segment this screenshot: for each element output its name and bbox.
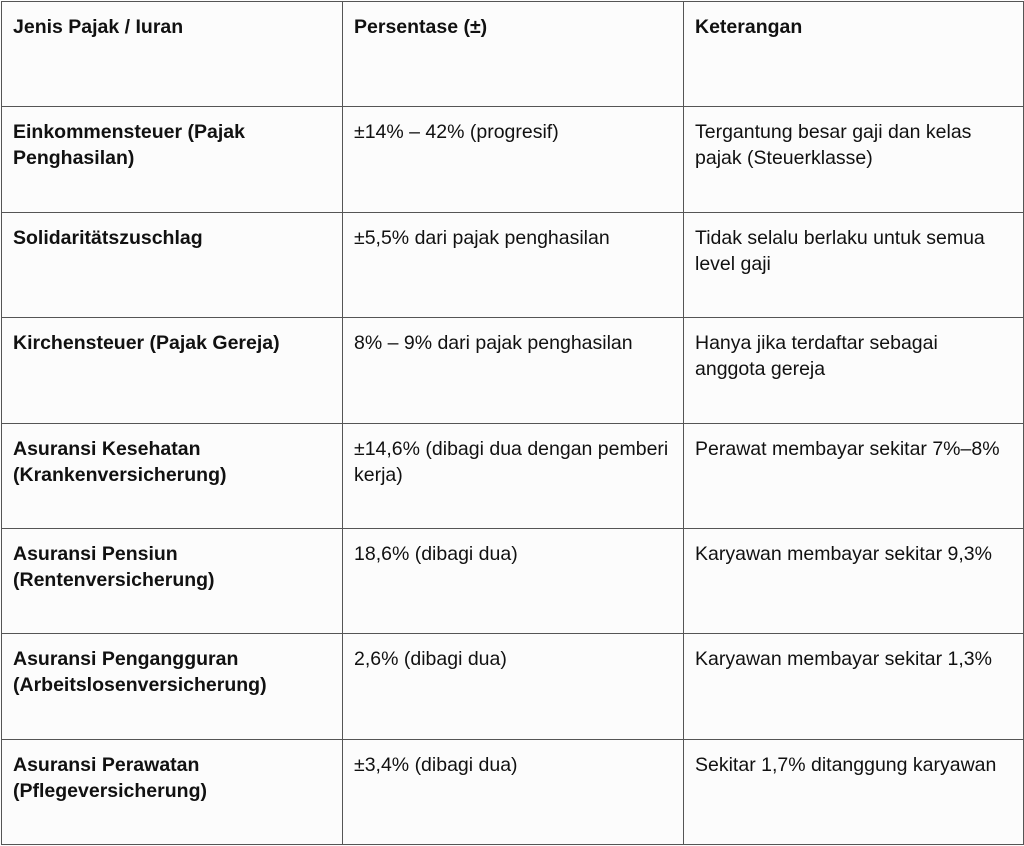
cell-keterangan: Karyawan membayar sekitar 9,3%: [684, 528, 1024, 633]
cell-jenis: Asuransi Pensiun (Rentenversicherung): [2, 528, 343, 633]
header-keterangan: Keterangan: [684, 2, 1024, 107]
cell-jenis: Kirchensteuer (Pajak Gereja): [2, 318, 343, 423]
cell-keterangan: Perawat membayar sekitar 7%–8%: [684, 423, 1024, 528]
table-row: [2, 634, 1024, 739]
header-jenis: Jenis Pajak / Iuran: [2, 2, 343, 107]
cell-persentase: 8% – 9% dari pajak penghasilan: [343, 318, 684, 423]
cell-jenis: Solidaritätszuschlag: [2, 212, 343, 317]
tax-table: [1, 1, 1024, 845]
cell-persentase: ±5,5% dari pajak penghasilan: [343, 212, 684, 317]
table-row: [2, 528, 1024, 633]
cell-jenis: Asuransi Pengangguran (Arbeitslosenversicherung): [2, 634, 343, 739]
cell-persentase: ±3,4% (dibagi dua): [343, 739, 684, 844]
cell-jenis: Asuransi Perawatan (Pflegeversicherung): [2, 739, 343, 844]
cell-persentase: ±14% – 42% (progresif): [343, 107, 684, 212]
table-row: [2, 739, 1024, 844]
header-persentase: Persentase (±): [343, 2, 684, 107]
table-row: [2, 318, 1024, 423]
cell-keterangan: Karyawan membayar sekitar 1,3%: [684, 634, 1024, 739]
cell-persentase: ±14,6% (dibagi dua dengan pemberi kerja): [343, 423, 684, 528]
cell-keterangan: Tergantung besar gaji dan kelas pajak (Steuerklasse): [684, 107, 1024, 212]
cell-keterangan: Tidak selalu berlaku untuk semua level gaji: [684, 212, 1024, 317]
cell-persentase: 2,6% (dibagi dua): [343, 634, 684, 739]
cell-keterangan: Hanya jika terdaftar sebagai anggota gereja: [684, 318, 1024, 423]
table-row: [2, 423, 1024, 528]
table-row: [2, 212, 1024, 317]
cell-jenis: Asuransi Kesehatan (Krankenversicherung): [2, 423, 343, 528]
table-row: [2, 107, 1024, 212]
cell-keterangan: Sekitar 1,7% ditanggung karyawan: [684, 739, 1024, 844]
table-header-row: [2, 2, 1024, 107]
cell-persentase: 18,6% (dibagi dua): [343, 528, 684, 633]
cell-jenis: Einkommensteuer (Pajak Penghasilan): [2, 107, 343, 212]
